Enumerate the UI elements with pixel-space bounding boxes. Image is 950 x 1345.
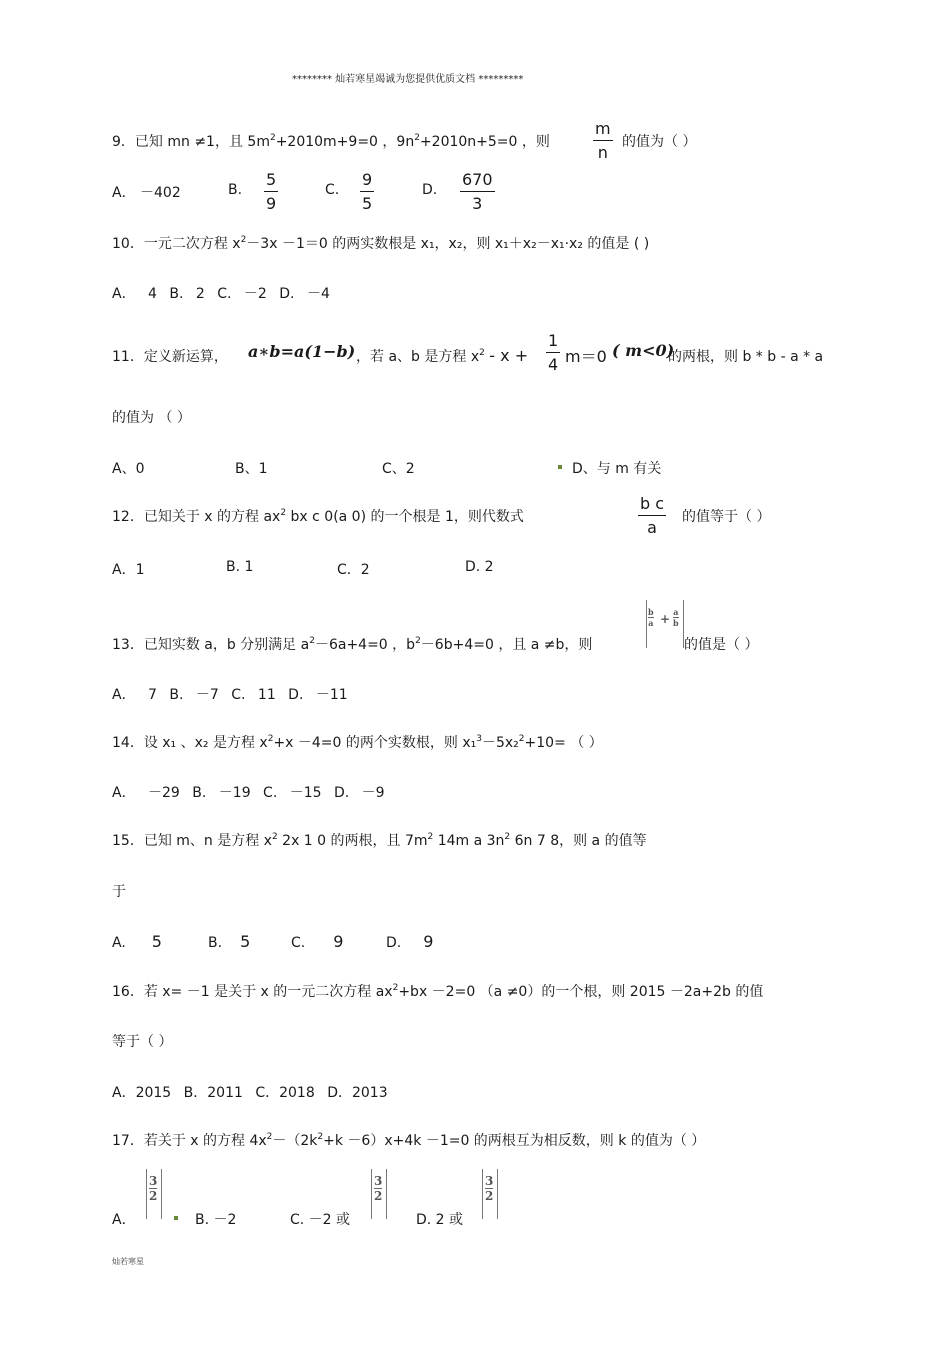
q15-stem-line2: 于 [112, 884, 126, 900]
q11-option-a: A、0 [112, 461, 145, 477]
q12-option-d: D. 2 [465, 559, 494, 575]
q17-option-c: C. －2 或 [290, 1212, 351, 1228]
page-header: ******** 灿若寒星竭诚为您提供优质文档 ********* [292, 74, 524, 85]
q17-option-d-fraction-image: 3 2 [482, 1169, 498, 1219]
q11-equation-end: m＝0 [565, 347, 607, 366]
q15-option-a: A. 5 [112, 932, 162, 951]
q9-option-b-fraction: $\frac{5}{9}$ [266, 170, 277, 213]
q9-option-c-fraction: $\frac{9}{5}$ [362, 170, 373, 213]
q11-operation-definition: a∗b=a(1−b) [248, 342, 356, 361]
q10-options: A． 4 B. 2 C. －2 D. －4 [112, 286, 330, 302]
q11-stem-mid: ，若 a、b 是方程 $x^2$ - x + [356, 346, 529, 365]
q13-options: A． 7 B. －7 C. 11 D. －11 [112, 687, 348, 703]
q12-option-c: C．2 [337, 562, 370, 578]
q11-fraction-one-quarter: $\frac{1}{4}$ [548, 331, 559, 374]
q13-expression-image: b a + a b [646, 600, 684, 648]
page-footer: 灿若寒星 [112, 1257, 144, 1266]
q11-condition: ( m<0) [612, 341, 675, 360]
q11-option-b: B、1 [235, 461, 268, 477]
q16-options: A．2015 B．2011 C．2018 D．2013 [112, 1085, 388, 1101]
q12-fraction-expression: $\frac{\text{b c}}{a}$ [640, 494, 665, 537]
question-16-stem: 16．若 x= －1 是关于 x 的一元二次方程 $ax^2+bx -2=0$ （a ≠0）的一个根，则 2015 －2a+2b 的值 [112, 983, 764, 1000]
q17-option-c-fraction-image: 3 2 [371, 1169, 387, 1219]
q15-option-d: D. 9 [386, 932, 434, 951]
question-10-stem: 10．一元二次方程 $x^2-3x -1=0$ 的两实数根是 x₁，x₂，则 x₁＋x₂－x₁·x₂ 的值是 ( ) [112, 235, 650, 252]
green-dot-mark [174, 1216, 178, 1220]
q13-stem-end: 的值是（ ） [684, 637, 759, 653]
q12-option-a: A．1 [112, 562, 145, 578]
q11-stem-end: 的两根，则 b * b - a * a [668, 349, 824, 365]
question-13-stem: 13．已知实数 a，b 分别满足 $a^2-6a+4=0$ ，$b^2-6b+4=0$ ，且 a ≠b，则 [112, 636, 593, 653]
q9-option-b-label: B. [228, 182, 243, 198]
question-14-stem: 14．设 x₁ 、x₂ 是方程 $x^2+x -4=0$ 的两个实数根，则 x₁$^3$－5x₂$^2$+10= （ ） [112, 734, 603, 751]
q17-option-a-fraction-image: 3 2 [146, 1169, 162, 1219]
q9-fraction-m-over-n: $\frac{m}{n}$ [595, 119, 611, 162]
q12-stem-end: 的值等于（ ） [682, 509, 771, 525]
question-12-stem: 12．已知关于 x 的方程 $ax^2$ bx c 0(a 0) 的一个根是 1，则代数式 [112, 508, 524, 525]
question-15-stem: 15．已知 m、n 是方程 $x^2$ 2x 1 0 的两根，且 $7m^2$ 14m a $3n^2$ 6n 7 8，则 a 的值等 [112, 832, 647, 849]
question-11-stem-start: 11．定义新运算， [112, 349, 228, 365]
q11-option-d: D、与 m 有关 [572, 461, 662, 477]
q14-options: A． －29 B. －19 C. －15 D. －9 [112, 785, 385, 801]
q9-option-a: A． －402 [112, 185, 181, 201]
q15-option-c: C. 9 [291, 932, 344, 951]
q17-option-b: B. －2 [195, 1212, 237, 1228]
q16-stem-line2: 等于（ ） [112, 1034, 173, 1050]
question-9-stem: 9．已知 mn ≠1，且 $5m^2+2010m+9=0$ ，$9n^2+2010n+5=0$ ，则 [112, 133, 550, 150]
q17-option-a-label: A． [112, 1212, 136, 1228]
q11-stem-line2: 的值为 （ ） [112, 410, 191, 426]
q15-option-b: B. 5 [208, 932, 251, 951]
q9-option-c-label: C. [325, 182, 340, 198]
green-dot-mark [558, 465, 562, 469]
q9-stem-end: 的值为（ ） [622, 134, 697, 150]
q12-option-b: B. 1 [226, 559, 254, 575]
q11-option-c: C、2 [382, 461, 415, 477]
question-17-stem: 17．若关于 x 的方程 $4x^2-(2k^2+k -6)x+4k -1=0$ 的两根互为相反数，则 k 的值为（ ） [112, 1132, 706, 1149]
q9-option-d-label: D. [422, 182, 438, 198]
q9-option-d-fraction: $\frac{670}{3}$ [462, 170, 493, 213]
q17-option-d: D. 2 或 [416, 1212, 464, 1228]
